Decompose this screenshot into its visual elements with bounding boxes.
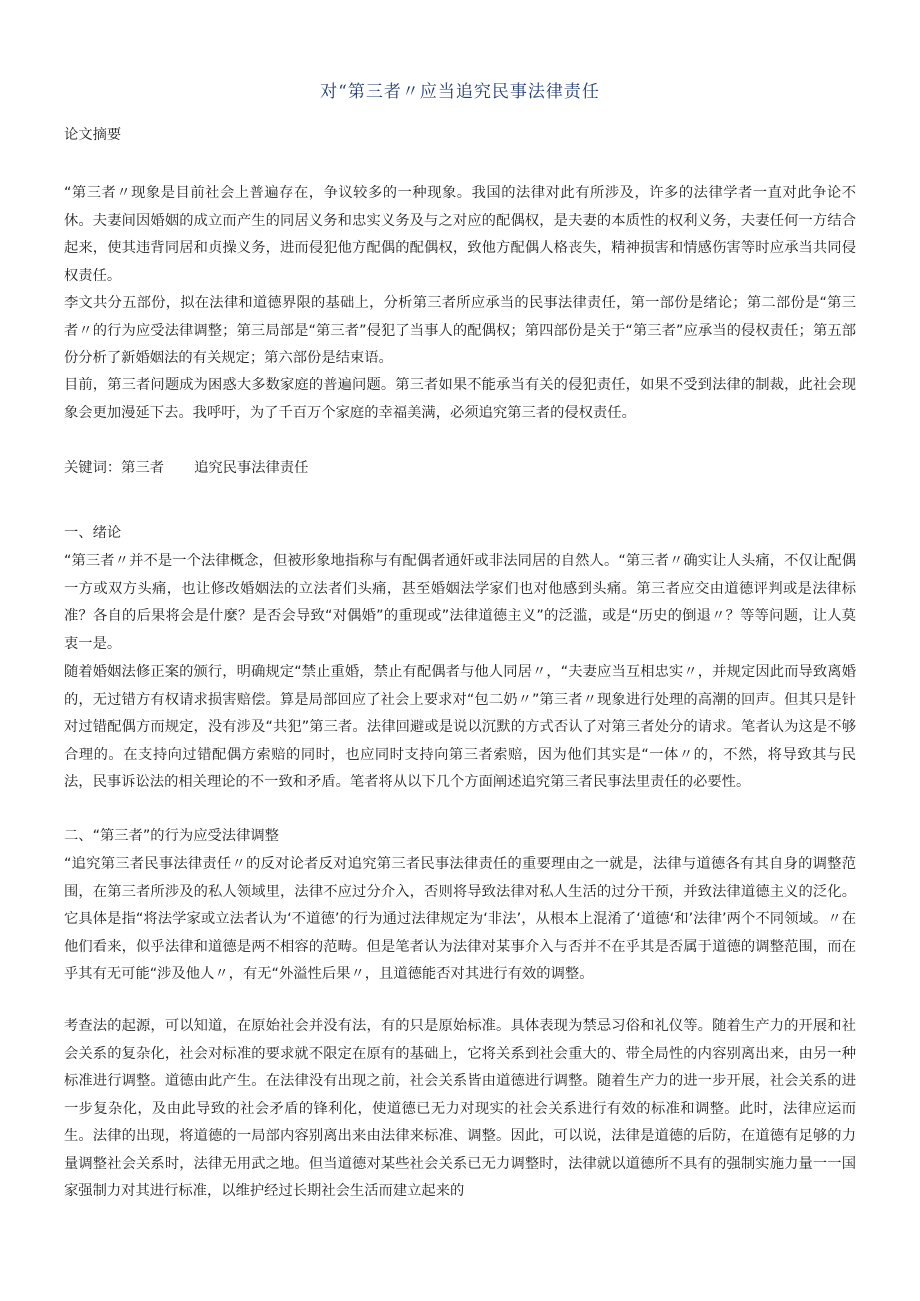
body-paragraph: 随着婚姻法修正案的颁行，明确规定“禁止重婚，禁止有配偶者与他人同居〃，“夫妻应当互相忠实〃，并规定因此而导致离婚的，无过错方有权请求损害赔偿。算是局部回应了社会上要求对“包二奶〃”第三者〃现象进行处理的高潮的回声。但其只是针对过错配偶方而规定，没有涉及“共犯”第三者。法律回避或是说以沉默的方式否认了对第三者处分的请求。笔者认为这是不够合理的。在支持向过错配偶方索赔的同时，也应同时支持向第三者索赔，因为他们其实是“一体〃的，不然，将导致其与民法，民事诉讼法的相关理论的不一致和矛盾。笔者将从以下几个方面阐述追究第三者民事法里责任的必要性。 — [64, 664, 856, 790]
abstract-paragraph: “第三者〃现象是目前社会上普遍存在，争议较多的一种现象。我国的法律对此有所涉及，许多的法律学者一直对此争论不休。夫妻间因婚姻的成立而产生的同居义务和忠实义务及与之对应的配偶权，是夫妻的本质性的权利义务，夫妻任何一方结合起来，使其违背同居和贞操义务，进而侵犯他方配偶的配偶权，致他方配偶人格丧失，精神损害和情感伤害等时应承当共同侵权责任。 — [64, 185, 856, 284]
body-paragraph: 考查法的起源，可以知道，在原始社会并没有法，有的只是原始标准。具体表现为禁忌习俗和礼仪等。随着生产力的开展和社会关系的复杂化，社会对标准的要求就不限定在原有的基础上，它将关系到社会重大的、带全局性的内容别离出来，由另一种标准进行调整。道德由此产生。在法律没有出现之前，社会关系皆由道德进行调整。随着生产力的进一步开展，社会关系的进一步复杂化，及由此导致的社会矛盾的锋利化，使道德已无力对现实的社会关系进行有效的标准和调整。此时，法律应运而生。法律的出现，将道德的一局部内容别离出来由法律来标准、调整。因此，可以说，法律是道德的后防，在道德有足够的力量调整社会关系时，法律无用武之地。但当道德对某些社会关系已无力调整时，法律就以道德所不具有的强制实施力量一一国家强制力对其进行标准，以维护经过长期社会生活而建立起来的 — [64, 1018, 856, 1199]
document-title: 对“第三者〃应当追究民事法律责任 — [320, 82, 600, 102]
abstract-paragraph: 目前，第三者问题成为困惑大多数家庭的普遍问题。第三者如果不能承当有关的侵犯责任，如果不受到法律的制裁，此社会现象会更加漫延下去。我呼吁，为了千百万个家庭的幸福美满，必须追究第三者的侵权责任。 — [64, 377, 856, 421]
abstract-heading: 论文摘要 — [64, 127, 122, 143]
section-heading: 一、绪论 — [64, 525, 122, 541]
keywords-value: 追究民事法律责任 — [194, 460, 309, 476]
body-paragraph: “追究第三者民事法律责任〃的反对论者反对追究第三者民事法律责任的重要理由之一就是，法律与道德各有其自身的调整范围，在第三者所涉及的私人领域里，法律不应过分介入，否则将导致法律对私人生活的过分干预，并致法律道德主义的泛化。它具体是指“将法学家或立法者认为‘不道德’的行为通过法律规定为‘非法’，从根本上混淆了‘道德‘和’法律’两个不同领域。〃在他们看来，似乎法律和道德是两不相容的范畴。但是笔者认为法律对某事介入与否并不在乎其是否属于道德的调整范围，而在乎其有无可能“涉及他人〃，有无“外溢性后果〃，且道德能否对其进行有效的调整。 — [64, 856, 856, 982]
body-paragraph: “第三者〃并不是一个法律概念，但被形象地指称与有配偶者通奸或非法同居的自然人。“第三者〃确实让人头痛，不仅让配偶一方或双方头痛，也让修改婚姻法的立法者们头痛，甚至婚姻法学家们也对他感到头痛。第三者应交由道德评判或是法律标准？各自的后果将会是什麼？是否会导致“对偶婚”的重现或”法律道德主义”的泛滥，或是“历史的倒退〃？等等问题，让人莫衷一是。 — [64, 553, 856, 652]
abstract-paragraph: 李文共分五部份，拟在法律和道德界限的基础上，分析第三者所应承当的民事法律责任，第一部份是绪论；第二部份是“第三者〃的行为应受法律调整；第三局部是“第三者”侵犯了当事人的配偶权；第四部份是关于“第三者”应承当的侵权责任；第五部份分析了新婚姻法的有关规定；第六部份是结束语。 — [64, 295, 856, 366]
section-heading: 二、“第三者”的行为应受法律调整 — [64, 828, 279, 844]
keywords-line — [64, 455, 308, 483]
keywords-label: 关键词：第三者 — [64, 460, 165, 476]
